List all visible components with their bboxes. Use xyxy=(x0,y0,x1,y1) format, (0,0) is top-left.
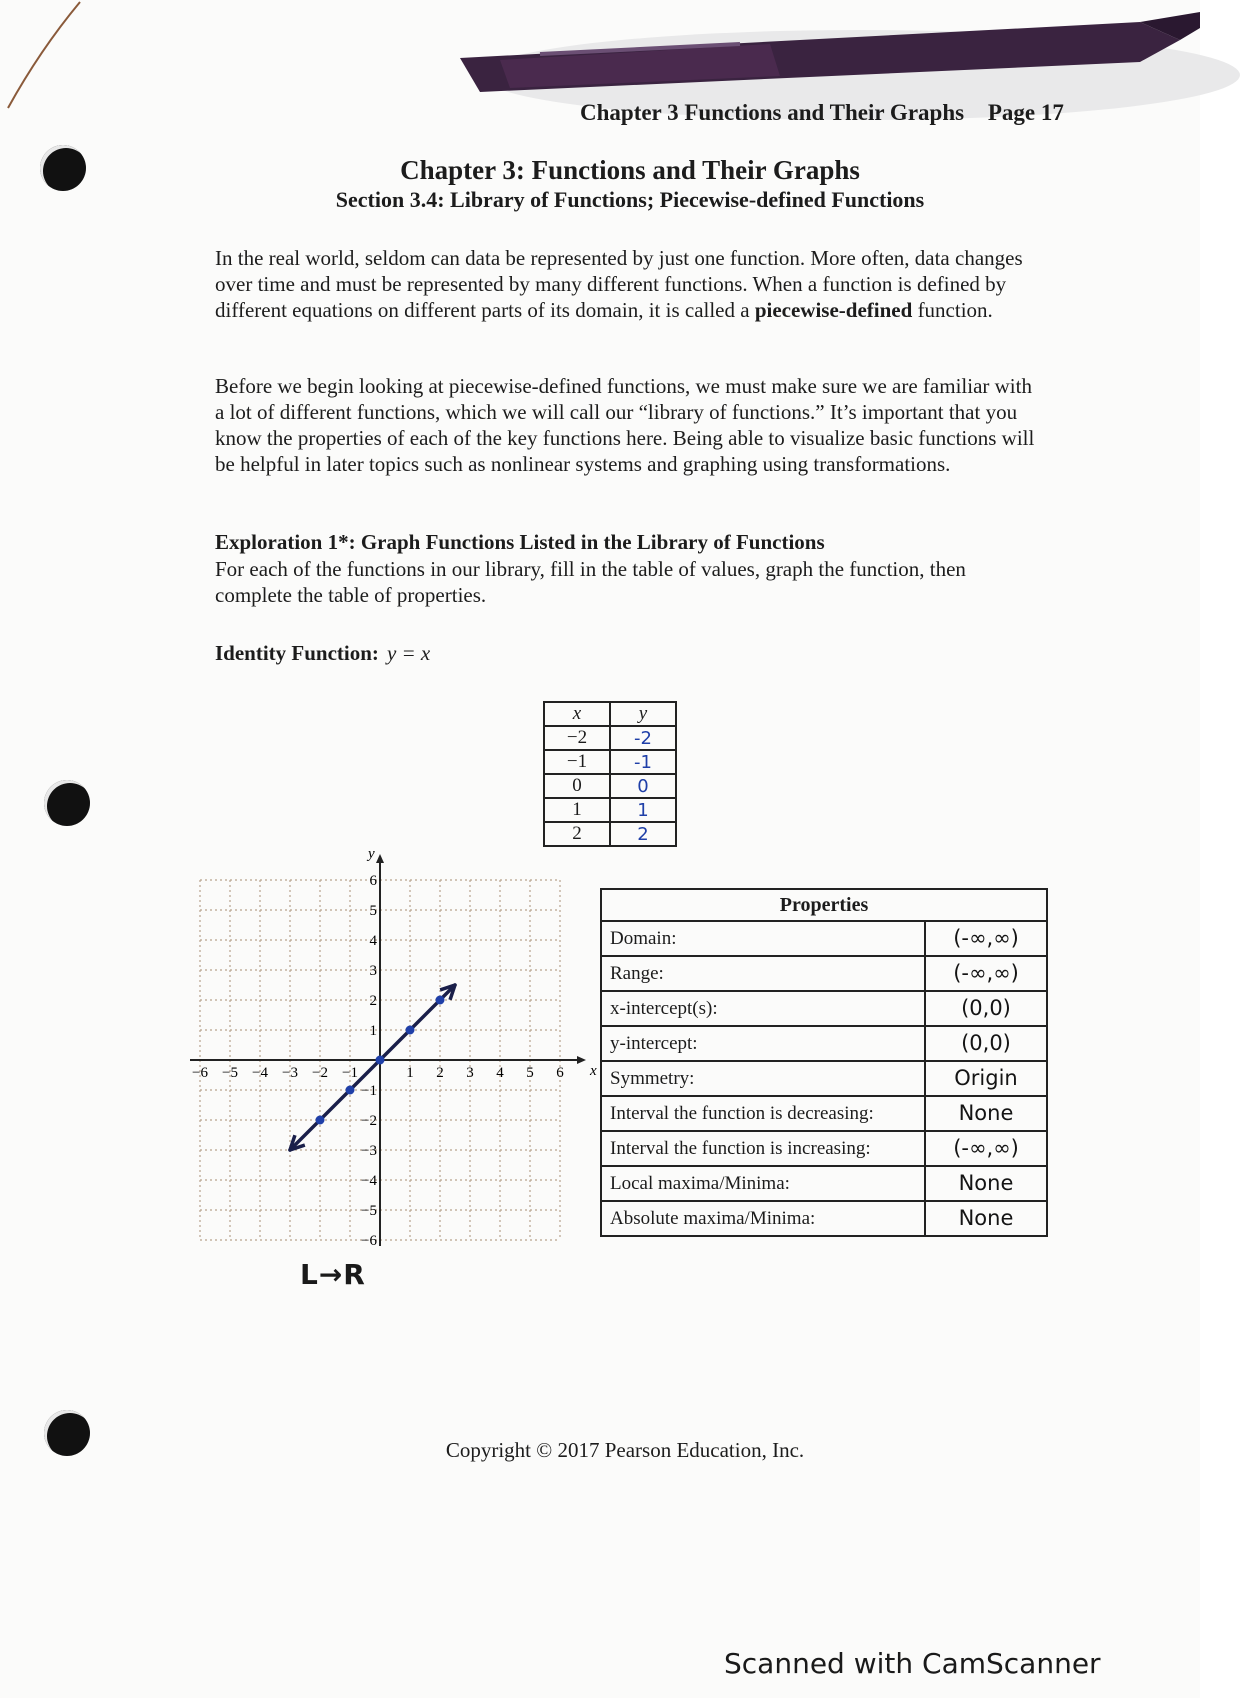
exploration-instructions: For each of the functions in our library, fill in the table of values, graph the function, then complete the table of properties. xyxy=(215,557,966,607)
y-cell[interactable]: -2 xyxy=(610,726,676,750)
table-row xyxy=(544,798,676,822)
property-value[interactable]: None xyxy=(958,1206,1014,1230)
property-name: Range: xyxy=(602,957,926,990)
x-tick-label: 2 xyxy=(436,1065,444,1081)
property-name: Interval the function is increasing: xyxy=(602,1132,926,1165)
x-tick-label: 6 xyxy=(556,1065,564,1081)
property-value[interactable]: (-∞,∞) xyxy=(953,1136,1019,1160)
y-cell[interactable]: 2 xyxy=(610,822,676,846)
data-point xyxy=(436,996,445,1005)
x-cell: 1 xyxy=(544,798,610,822)
y-axis-label: y xyxy=(368,846,375,862)
coordinate-graph[interactable] xyxy=(192,846,597,1260)
x-cell: 0 xyxy=(544,774,610,798)
data-point xyxy=(316,1116,325,1125)
x-axis-arrow xyxy=(577,1056,586,1064)
x-tick-label: −1 xyxy=(342,1065,358,1081)
y-cell[interactable]: 1 xyxy=(610,798,676,822)
x-tick-label: −4 xyxy=(252,1065,268,1081)
property-name: Absolute maxima/Minima: xyxy=(602,1202,926,1235)
running-title: Chapter 3 Functions and Their Graphs xyxy=(580,100,965,125)
property-row-increasing xyxy=(602,1132,1046,1167)
property-value[interactable]: None xyxy=(958,1101,1014,1125)
identity-equation: y = x xyxy=(386,641,431,665)
header-y: y xyxy=(610,702,676,726)
intro-paragraph-1 xyxy=(215,245,1045,323)
property-value[interactable]: (0,0) xyxy=(961,1031,1011,1055)
y-tick-label: 6 xyxy=(369,873,377,889)
property-row-domain xyxy=(602,922,1046,957)
copyright-notice: Copyright © 2017 Pearson Education, Inc. xyxy=(445,1438,805,1462)
section-title: Section 3.4: Library of Functions; Piecewise-defined Functions xyxy=(335,187,925,212)
property-name: Domain: xyxy=(602,922,926,955)
y-cell[interactable]: -1 xyxy=(610,750,676,774)
property-name: y-intercept: xyxy=(602,1027,926,1060)
properties-heading: Properties xyxy=(602,890,1046,922)
y-tick-label: 5 xyxy=(369,903,377,919)
identity-function-heading xyxy=(215,641,430,666)
x-tick-label: 4 xyxy=(496,1065,504,1081)
data-point xyxy=(376,1056,385,1065)
handwritten-note: L→R xyxy=(300,1258,366,1291)
property-row-y-intercept xyxy=(602,1027,1046,1062)
data-point xyxy=(346,1086,355,1095)
x-tick-label: −2 xyxy=(312,1065,328,1081)
property-value[interactable]: None xyxy=(958,1171,1014,1195)
intro-paragraph-2: Before we begin looking at piecewise-defined functions, we must make sure we are familiar with a lot of different functions, which we will call our “library of functions.” It’s important that you know the properties of each of the key functions here. Being able to visualize basic functions will be helpful in later topics such as nonlinear systems and graphing using transformations. xyxy=(215,374,1035,476)
binder-hole-middle xyxy=(44,780,90,826)
values-table xyxy=(543,701,677,847)
y-tick-label: −4 xyxy=(361,1173,377,1189)
property-name: Symmetry: xyxy=(602,1062,926,1095)
table-row xyxy=(544,774,676,798)
identity-label: Identity Function: xyxy=(215,641,379,665)
scratch-mark xyxy=(0,0,90,120)
property-value[interactable]: (-∞,∞) xyxy=(953,961,1019,985)
chapter-title: Chapter 3: Functions and Their Graphs xyxy=(400,155,860,185)
x-tick-label: 3 xyxy=(466,1065,474,1081)
x-cell: 2 xyxy=(544,822,610,846)
x-axis-label: x xyxy=(590,1063,597,1079)
property-row-absolute-extrema xyxy=(602,1202,1046,1235)
property-value[interactable]: (-∞,∞) xyxy=(953,926,1019,950)
page-number: Page 17 xyxy=(987,100,1064,125)
property-row-range xyxy=(602,957,1046,992)
x-cell: −2 xyxy=(544,726,610,750)
property-value[interactable]: (0,0) xyxy=(961,996,1011,1020)
scanner-watermark: Scanned with CamScanner xyxy=(724,1647,1101,1680)
x-tick-label: −6 xyxy=(192,1065,208,1081)
property-row-decreasing xyxy=(602,1097,1046,1132)
table-row xyxy=(544,822,676,846)
x-cell: −1 xyxy=(544,750,610,774)
property-value[interactable]: Origin xyxy=(954,1066,1018,1090)
y-axis-arrow xyxy=(376,854,384,863)
y-cell[interactable]: 0 xyxy=(610,774,676,798)
y-tick-label: −3 xyxy=(361,1143,377,1159)
table-row xyxy=(544,726,676,750)
property-row-x-intercepts xyxy=(602,992,1046,1027)
y-tick-label: −2 xyxy=(361,1113,377,1129)
x-tick-label: −5 xyxy=(222,1065,238,1081)
exploration-heading: Exploration 1*: Graph Functions Listed in the Library of Functions xyxy=(215,530,825,554)
data-point xyxy=(406,1026,415,1035)
x-tick-label: −3 xyxy=(282,1065,298,1081)
property-name: Interval the function is decreasing: xyxy=(602,1097,926,1130)
table-row xyxy=(544,750,676,774)
y-tick-label: −6 xyxy=(361,1233,377,1249)
intro-p1-end: function. xyxy=(912,298,993,322)
property-row-symmetry xyxy=(602,1062,1046,1097)
property-row-local-extrema xyxy=(602,1167,1046,1202)
y-tick-label: −1 xyxy=(361,1083,377,1099)
values-table-header xyxy=(544,702,676,726)
intro-p1-bold: piecewise-defined xyxy=(754,298,913,322)
x-tick-label: 1 xyxy=(406,1065,414,1081)
y-tick-label: 1 xyxy=(369,1023,377,1039)
property-name: x-intercept(s): xyxy=(602,992,926,1025)
y-tick-label: −5 xyxy=(361,1203,377,1219)
property-name: Local maxima/Minima: xyxy=(602,1167,926,1200)
x-tick-label: 5 xyxy=(526,1065,534,1081)
header-x: x xyxy=(544,702,610,726)
intro-p1-text: In the real world, seldom can data be represented by just one function. More often, data changes over time and must be represented by many different functions. When a function is defined by different equations on different parts of its domain, it is called a xyxy=(215,246,1023,322)
y-tick-label: 4 xyxy=(369,933,377,949)
y-tick-label: 3 xyxy=(369,963,377,979)
y-tick-label: 2 xyxy=(369,993,377,1009)
properties-table xyxy=(600,888,1048,1237)
running-header xyxy=(580,100,1064,126)
